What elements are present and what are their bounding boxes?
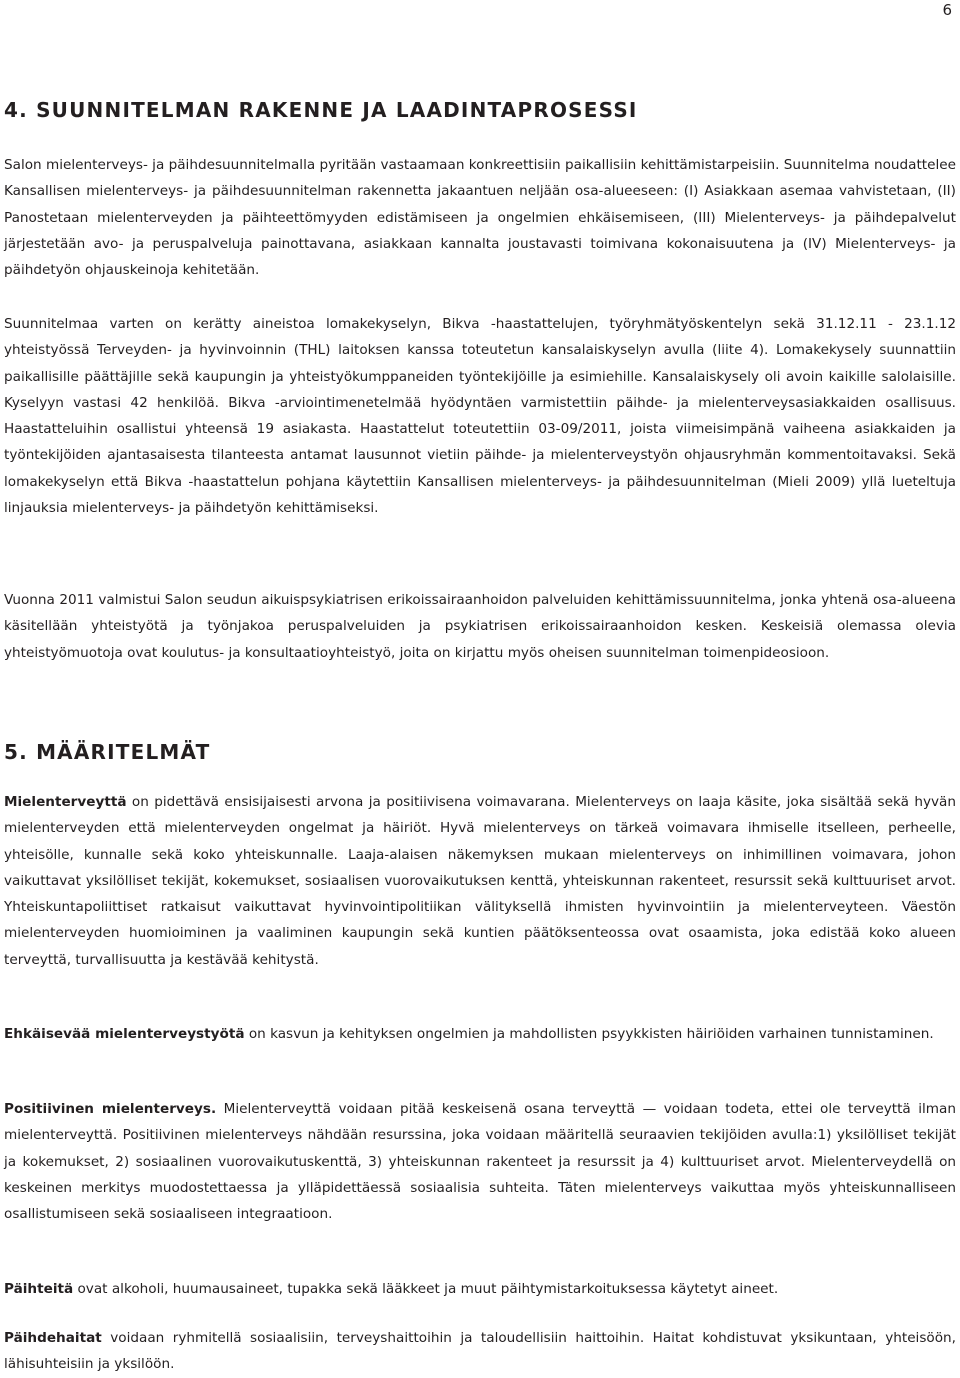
section-5-heading: 5. MÄÄRITELMÄT <box>4 740 211 764</box>
definition-preventive-work <box>4 1021 956 1047</box>
definition-substances <box>4 1276 956 1302</box>
section-4-paragraph-2: Suunnitelmaa varten on kerätty aineistoa lomakekyselyn, Bikva -haastattelujen, työryhmätyöskentelyn sekä 31.12.11 - 23.1.12 yhteistyössä Terveyden- ja hyvinvoinnin (THL) laitoksen kanssa toteutetun kansalaiskyselyn avulla (liite 4). Lomakekysely suunnattiin paikallisille päättäjille sekä kaupungin ja yhteistyökumppaneiden työntekijöille ja esimiehille. Kansalaiskysely oli avoin kaikille salolaisille. Kyselyyn vastasi 42 henkilöä. Bikva -arviointimenetelmää hyödyntäen varmistettiin päihde- ja mielenterveysasiakkaiden osallisuus. Haastatteluihin osallistui yhteensä 19 asiakasta. Haastattelut toteutettiin 03-09/2011, joista viimeisimpänä vaiheena asiakkaiden ja työntekijöiden ajantasaisesta tilanteesta antamat lausunnot vietiin päihde- ja mielenterveystyön ohjausryhmän kommentoitavaksi. Sekä lomakekyselyn että Bikva -haastattelun pohjana käytettiin Kansallisen mielenterveys- ja päihdesuunnitelman (Mieli 2009) yllä lueteltuja linjauksia mielenterveys- ja päihdetyön kehittämiseksi. <box>4 316 956 517</box>
definition-substance-harms <box>4 1325 956 1378</box>
definition-positive-mental-health <box>4 1096 956 1227</box>
section-4-heading: 4. SUUNNITELMAN RAKENNE JA LAADINTAPROSESSI <box>4 98 638 122</box>
definition-term: Päihdehaitat <box>4 1330 102 1346</box>
section-4-paragraph-3: Vuonna 2011 valmistui Salon seudun aikuispsykiatrisen erikoissairaanhoidon palveluiden kehittämissuunnitelma, jonka yhtenä osa-alueena käsitellään yhteistyötä ja työnjakoa peruspalveluiden ja psykiatrisen erikoissairaanhoidon kesken. Keskeisiä olemassa olevia yhteistyömuotoja ovat koulutus- ja konsultaatioyhteistyö, joita on kirjattu myös oheisen suunnitelman toimenpideosioon. <box>4 592 956 661</box>
definition-term: Positiivinen mielenterveys. <box>4 1101 217 1117</box>
definition-text: on pidettävä ensisijaisesti arvona ja positiivisena voimavarana. Mielenterveys on laaja käsite, joka sisältää sekä hyvän mielenterveyden että mielenterveyden ongelmat ja häiriöt. Hyvä mielenterveys on tärkeä voimavara ihmiselle itselleen, perheelle, yhteisölle, kunnalle sekä koko yhteiskunnalle. Laaja-alaisen näkemyksen mukaan mielenterveys on inhimillinen voimavara, johon vaikuttavat yksilölliset tekijät, kokemukset, sosiaalisen vuorovaikutuksen kenttä, yhteiskunnan rakenteet, resurssit sekä kulttuuriset arvot. Yhteiskuntapoliittiset ratkaisut vaikuttavat hyvinvointipolitiikan välityksellä ihmisten hyvinvointiin ja mielenterveyteen. Väestön mielenterveyden huomioiminen ja vaaliminen kaupungin sekä kuntien päätöksenteossa ovat osaamista, joka edistää koko alueen terveyttä, turvallisuutta ja kestävää kehitystä. <box>4 794 956 968</box>
definition-mental-health <box>4 789 956 973</box>
definition-text: voidaan ryhmitellä sosiaalisiin, terveyshaittoihin ja taloudellisiin haittoihin. Haitat kohdistuvat yksikuntaan, yhteisöön, lähisuhteisiin ja yksilöön. <box>4 1330 956 1373</box>
definition-term: Päihteitä <box>4 1281 74 1297</box>
definition-text: ovat alkoholi, huumausaineet, tupakka sekä lääkkeet ja muut päihtymistarkoituksessa käytetyt aineet. <box>73 1281 779 1297</box>
page-number: 6 <box>942 1 952 19</box>
section-4-paragraph-1: Salon mielenterveys- ja päihdesuunnitelmalla pyritään vastaamaan konkreettisiin paikallisiin kehittämistarpeisiin. Suunnitelma noudattelee Kansallisen mielenterveys- ja päihdesuunnitelman rakennetta jakaantuen neljään osa-alueeseen: (I) Asiakkaan asemaa vahvistetaan, (II) Panostetaan mielenterveyden ja päihteettömyyden edistämiseen ja ongelmien ehkäisemiseen, (III) Mielenterveys- ja päihdepalvelut järjestetään avo- ja peruspalveluja painottavana, asiakkaan kannalta joustavasti toimivana kokonaisuutena ja (IV) Mielenterveys- ja päihdetyön ohjauskeinoja kehitetään. <box>4 157 956 279</box>
definition-term: Mielenterveyttä <box>4 794 127 810</box>
definition-text: on kasvun ja kehityksen ongelmien ja mahdollisten psyykkisten häiriöiden varhainen tunnistaminen. <box>244 1026 934 1042</box>
definition-text: Mielenterveyttä voidaan pitää keskeisenä osana terveyttä — voidaan todeta, ettei ole terveyttä ilman mielenterveyttä. Positiivinen mielenterveys nähdään resurssina, joka voidaan määritellä seuraavien tekijöiden avulla:1) yksilölliset tekijät ja kokemukset, 2) sosiaalinen vuorovaikutuskenttä, 3) yhteiskunnan rakenteet ja resurssit ja 4) kulttuuriset arvot. Mielenterveydellä on keskeinen merkitys muodostettaessa ja ylläpidettäessä sosiaalisia suhteita. Täten mielenterveys vaikuttaa myös yhteiskunnalliseen osallistumiseen sekä sosiaaliseen integraatioon. <box>4 1101 956 1223</box>
definition-term: Ehkäisevää mielenterveystyötä <box>4 1026 245 1042</box>
